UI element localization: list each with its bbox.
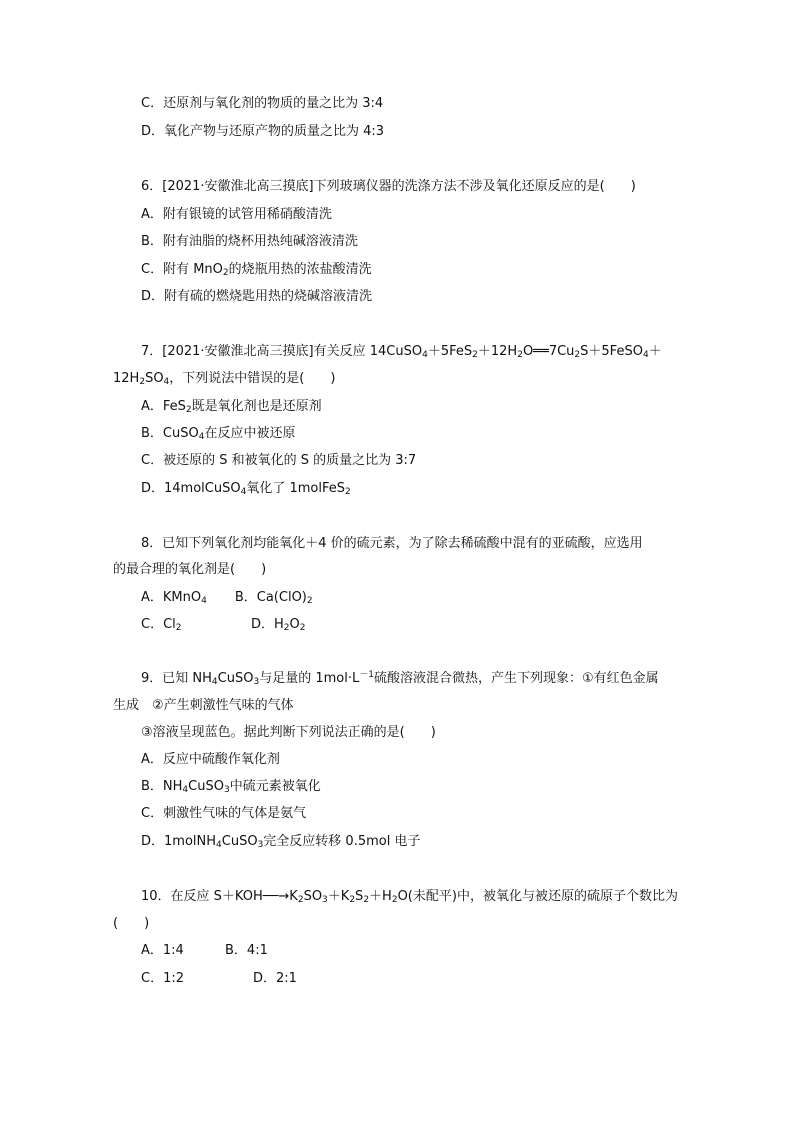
question-8-options-cd xyxy=(141,616,306,634)
question-8-option-a: A．KMnO$_4$ xyxy=(141,590,207,606)
question-9-option-c: C．刺激性气味的气体是氨气 xyxy=(141,806,307,821)
question-6-option-d: D．附有硫的燃烧匙用热的烧碱溶液清洗 xyxy=(141,289,373,304)
question-9-option-b: B．$NH_4CuSO_3$中硫元素被氧化 xyxy=(141,779,321,795)
question-8-option-d: D．$H_2O_2$ xyxy=(251,617,306,633)
question-8-stem-line1: 8．已知下列氧化剂均能氧化＋4 价的硫元素，为了除去稀硫酸中混有的亚硫酸，应选用 xyxy=(141,536,643,551)
question-7-option-d: D．14molCuSO$_4$氧化了 1molFeS$_2$ xyxy=(141,481,351,497)
question-9-stem-line2: 生成 ②产生刺激性气味的气体 xyxy=(113,698,294,713)
question-9-option-a: A．反应中硫酸作氧化剂 xyxy=(141,752,280,767)
question-10-option-c: C．1:2 xyxy=(141,971,184,986)
question-10-option-d: D．2:1 xyxy=(253,971,297,986)
question-7-stem-line2: $12H_2SO_4$，下列说法中错误的是( ) xyxy=(113,371,336,387)
question-10-stem-line1: 10．在反应 $S+KOH──\to K_2SO_3+K_2S_2+H_2O$(未配平)中，被氧化与被还原的硫原子个数比为 xyxy=(141,889,678,905)
question-9-stem-line1: 9．已知 $NH_4CuSO_3$与足量的 $1mol\cdot L^{-1}$硫酸溶液混合微热，产生下列现象：①有红色金属 xyxy=(141,670,659,687)
option-c-line: C．还原剂与氧化剂的物质的量之比为 3:4 xyxy=(141,96,384,111)
question-10-options-cd xyxy=(141,970,297,988)
question-10-options-ab xyxy=(141,942,268,960)
question-6-option-b: B．附有油脂的烧杯用热纯碱溶液清洗 xyxy=(141,234,358,249)
option-d-line: D．氧化产物与还原产物的质量之比为 4:3 xyxy=(141,124,385,139)
question-10-option-a: A．1:4 xyxy=(141,943,184,958)
question-8-option-b: B．$Ca(ClO)_2$ xyxy=(234,590,313,606)
question-8-options-ab xyxy=(141,589,313,607)
question-6-stem: 6．[2021·安徽淮北高三摸底]下列玻璃仪器的洗涤方法不涉及氧化还原反应的是( ) xyxy=(141,179,636,194)
question-10-option-b: B．4:1 xyxy=(225,943,268,958)
question-9-option-d: D．1molNH$_4$CuSO$_3$完全反应转移 0.5mol 电子 xyxy=(141,834,421,850)
question-10-stem-line2: ( ) xyxy=(113,916,150,931)
question-8-option-c: C．$Cl_2$ xyxy=(141,617,182,633)
question-8-stem-line2: 的最合理的氧化剂是( ) xyxy=(113,562,267,577)
question-6-option-a: A．附有银镜的试管用稀硝酸清洗 xyxy=(141,207,332,222)
question-7-option-c: C．被还原的 S 和被氧化的 S 的质量之比为 3:7 xyxy=(141,453,417,468)
question-7-option-b: B．CuSO$_4$在反应中被还原 xyxy=(141,426,296,442)
question-7-stem-line1: 7．[2021·安徽淮北高三摸底]有关反应 $14CuSO_4+5FeS_2+12H_2O══7Cu_2S+5FeSO_4+$ xyxy=(141,344,662,360)
question-7-option-a: A．FeS$_2$既是氧化剂也是还原剂 xyxy=(141,399,322,415)
question-6-option-c: C．附有 MnO$_2$的烧瓶用热的浓盐酸清洗 xyxy=(141,262,372,278)
question-9-stem-line3: ③溶液呈现蓝色。据此判断下列说法正确的是( ) xyxy=(141,725,436,740)
